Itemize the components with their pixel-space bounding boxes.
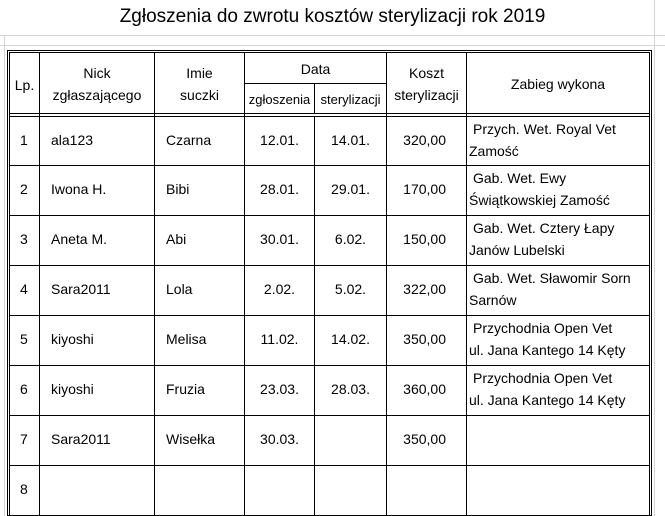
table-cell-zabieg-line1: Przychodnia Open Vet [473, 320, 613, 336]
table-cell-zgl: 2.02. [263, 281, 296, 297]
table-cell-zabieg-line1: Gab. Wet. Cztery Łapy [473, 220, 615, 236]
table-cell-nick: Aneta M. [51, 231, 108, 247]
table-cell-nick: Iwona H. [51, 181, 107, 197]
table-cell-zgl: 30.03. [260, 431, 299, 447]
table-cell-lp: 3 [20, 231, 28, 247]
table-cell-ster: 5.02. [334, 281, 367, 297]
table-cell-zgl: 30.01. [260, 231, 299, 247]
table-cell-zabieg-line1: Gab. Wet. Sławomir Sorn [473, 270, 631, 286]
table-cell-imie: Fruzia [166, 381, 205, 397]
header-koszt: Koszt [408, 65, 444, 81]
table-cell-koszt: 350,00 [403, 431, 446, 447]
table-cell-lp: 7 [20, 431, 28, 447]
table-cell-zabieg-line2: Janów Lubelski [469, 242, 565, 258]
header-koszt-sub: sterylizacji [394, 87, 459, 103]
table-cell-ster: 28.03. [331, 381, 370, 397]
table-cell-koszt: 322,00 [403, 281, 446, 297]
table-cell-zabieg-line1: Przych. Wet. Royal Vet [473, 121, 616, 137]
table-cell-ster: 14.01. [331, 132, 370, 148]
table-cell-nick: ala123 [51, 132, 94, 148]
table-cell-lp: 5 [20, 331, 28, 347]
table-cell-zabieg-line2: ul. Jana Kantego 14 Kęty [469, 342, 626, 358]
table-cell-ster: 6.02. [334, 231, 367, 247]
table-cell-nick: kiyoshi [51, 381, 94, 397]
table-cell-imie: Czarna [166, 132, 212, 148]
table-cell-imie: Melisa [166, 331, 207, 347]
header-data: Data [300, 61, 331, 77]
header-data-zgloszenia: zgłoszenia [248, 92, 311, 107]
header-data-sterylizacji: sterylizacji [320, 92, 381, 107]
table-cell-imie: Wisełka [166, 431, 216, 447]
table-cell-koszt: 360,00 [403, 381, 446, 397]
header-imie: Imie [186, 65, 213, 81]
table-cell-nick: Sara2011 [51, 431, 111, 447]
table-cell-koszt: 170,00 [403, 181, 446, 197]
table-cell-ster: 29.01. [331, 181, 370, 197]
header-imie-sub: suczki [180, 87, 219, 103]
table-cell-imie: Abi [166, 231, 187, 247]
table-cell-imie: Bibi [166, 181, 190, 197]
table-cell-nick: kiyoshi [51, 331, 94, 347]
header-nick: Nick [83, 65, 111, 81]
table-cell-koszt: 320,00 [403, 132, 446, 148]
table-cell-zabieg-line1: Przychodnia Open Vet [473, 370, 613, 386]
table-cell-zgl: 12.01. [260, 132, 299, 148]
table-cell-imie: Lola [166, 281, 193, 297]
table-cell-koszt: 350,00 [403, 331, 446, 347]
table-cell-koszt: 150,00 [403, 231, 446, 247]
table-cell-nick: Sara2011 [51, 281, 111, 297]
table-cell-zabieg-line2: Zamość [469, 143, 519, 159]
table-cell-zabieg-line2: Sarnów [469, 292, 517, 308]
table-cell-zabieg-line2: ul. Jana Kantego 14 Kęty [469, 392, 626, 408]
table-cell-lp: 2 [20, 181, 28, 197]
header-lp: Lp. [14, 77, 35, 93]
table-cell-ster: 14.02. [331, 331, 370, 347]
table-cell-lp: 8 [20, 481, 28, 497]
header-zabieg: Zabieg wykona [510, 76, 606, 92]
table-cell-lp: 6 [20, 381, 28, 397]
page-title: Zgłoszenia do zwrotu kosztów sterylizacji rok 2019 [119, 6, 546, 27]
table-cell-lp: 1 [20, 132, 28, 148]
header-nick-sub: zgłaszającego [52, 87, 142, 103]
table-cell-zgl: 11.02. [260, 331, 299, 347]
table-cell-zabieg-line1: Gab. Wet. Ewy [473, 170, 567, 186]
table-cell-zgl: 28.01. [260, 181, 299, 197]
table-cell-zgl: 23.03. [260, 381, 299, 397]
table-cell-lp: 4 [20, 281, 28, 297]
table-cell-zabieg-line2: Świątkowskiej Zamość [469, 192, 610, 208]
